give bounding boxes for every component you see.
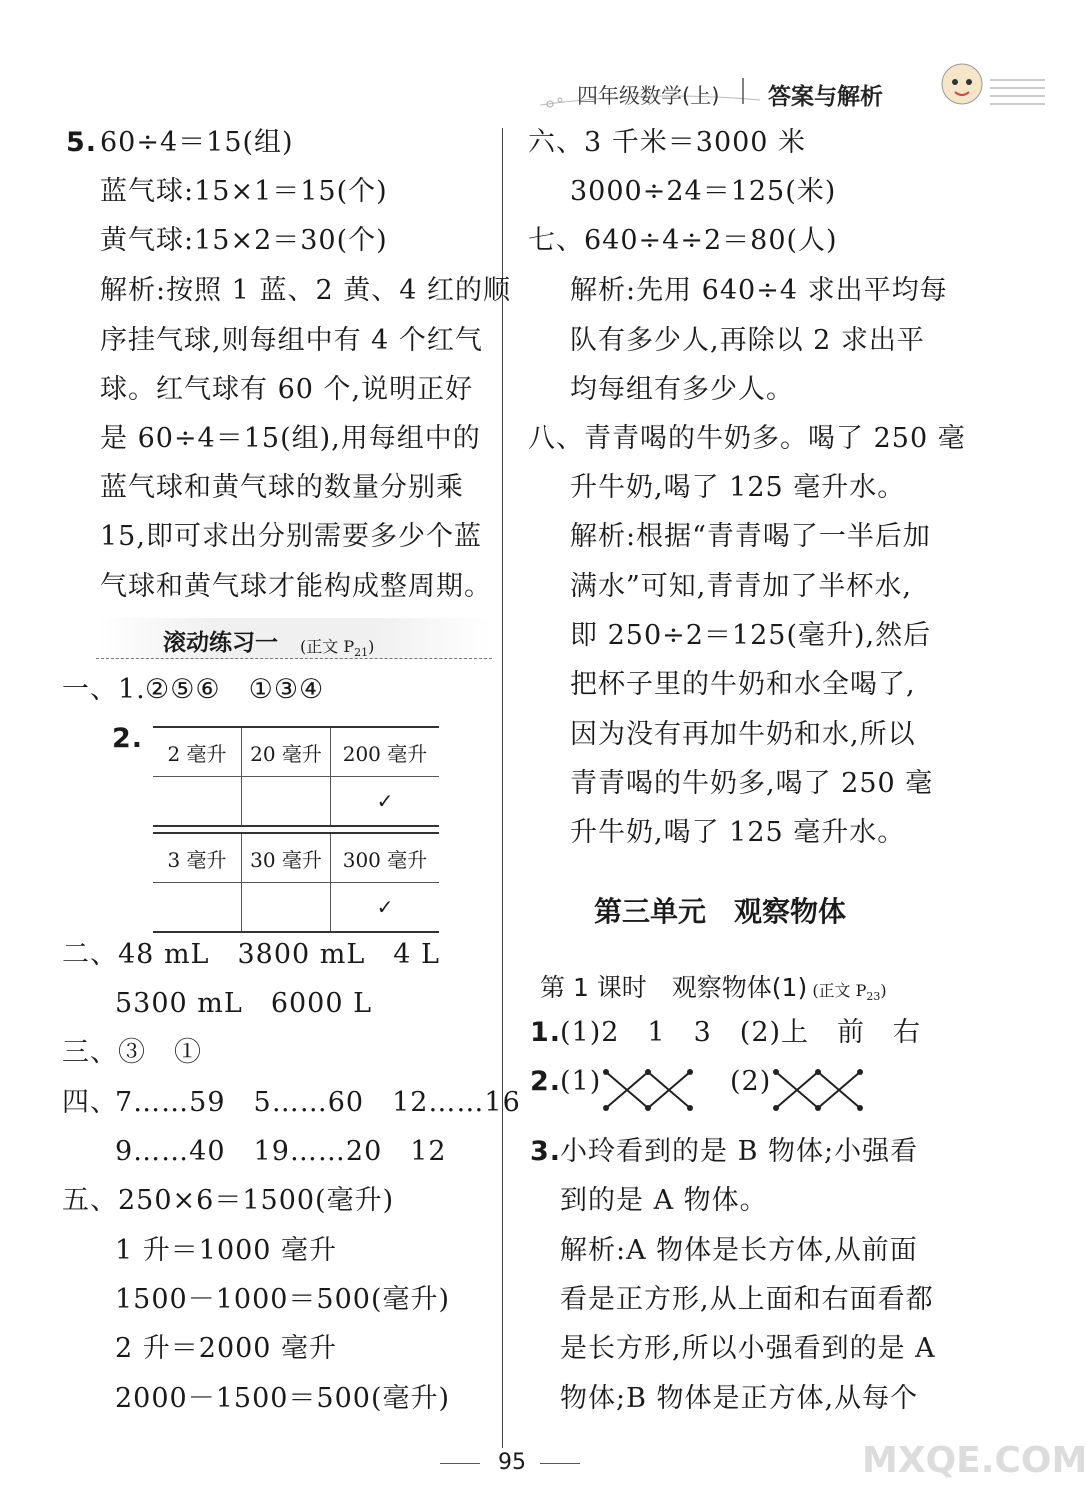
header-section: 答案与解析 (768, 84, 883, 110)
r2-part2-label: (2) (730, 1066, 772, 1097)
practice-ref-text: (正文 P (300, 637, 355, 656)
table2-check-3: ✓ (331, 883, 440, 933)
lesson-ref-end: ) (880, 981, 887, 1000)
column-divider (502, 128, 503, 1448)
q6-line2: 3000÷24＝125(米) (570, 176, 837, 207)
q8-analysis-3: 即 250÷2＝125(毫升),然后 (570, 620, 932, 651)
lesson-ref (812, 981, 887, 1004)
q8-analysis-5: 因为没有再加牛奶和水,所以 (570, 719, 916, 750)
r1-answer: (1)2 1 3 (2)上 前 右 (560, 1017, 922, 1048)
q4-line1: 7……59 5……60 12……16 (115, 1087, 521, 1118)
r2-part1-label: (1) (560, 1066, 602, 1097)
practice-ref (300, 634, 374, 659)
q1-label: 一、1. (62, 674, 146, 705)
q5-line3: 黄气球:15×2＝30(个) (100, 225, 388, 256)
q5b-line2: 1 升＝1000 毫升 (115, 1235, 338, 1266)
table2-header-3: 300 毫升 (331, 833, 440, 883)
lesson-ref-page: 23 (866, 990, 881, 1004)
r1-number: 1. (530, 1017, 562, 1048)
q5-analysis-5: 蓝气球和黄气球的数量分别乘 (100, 472, 464, 503)
q7-analysis-2: 队有多少人,再除以 2 求出平 (570, 325, 925, 356)
practice-ref-end: ) (368, 637, 375, 656)
q5-analysis-1: 解析:按照 1 蓝、2 黄、4 红的顺 (100, 275, 511, 306)
table1-check-1 (153, 777, 242, 827)
q5-analysis-2: 序挂气球,则每组中有 4 个红气 (100, 325, 483, 356)
q5-line1: 60÷4＝15(组) (100, 127, 294, 158)
q8-line2: 升牛奶,喝了 125 毫升水。 (570, 472, 906, 503)
table1-header-3: 200 毫升 (331, 727, 440, 777)
q6-line1: 六、3 千米＝3000 米 (528, 127, 807, 158)
volume-table-1 (153, 726, 439, 827)
mascot-icon (938, 58, 986, 110)
practice-ref-page: 21 (354, 646, 369, 660)
q5-analysis-6: 15,即可求出分别需要多少个蓝 (100, 521, 482, 552)
q3-answer: 三、③ ① (62, 1037, 202, 1068)
page-number-rule-left (440, 1463, 480, 1464)
q8-analysis-6: 青青喝的牛奶多,喝了 250 毫 (570, 768, 934, 799)
table1-check-2 (242, 777, 331, 827)
q2-line1: 二、48 mL 3800 mL 4 L (62, 939, 440, 970)
q7-analysis-3: 均每组有多少人。 (570, 374, 794, 405)
header-subject: 四年级数学(上) (577, 84, 720, 108)
lesson-title-row (540, 968, 887, 1004)
table1-header-2: 20 毫升 (242, 727, 331, 777)
r3-number: 3. (530, 1136, 562, 1167)
q5-number: 5. (66, 127, 98, 158)
page-number-rule-right (540, 1463, 580, 1464)
q5-analysis-4: 是 60÷4＝15(组),用每组中的 (100, 423, 481, 454)
table2-check-1 (153, 883, 242, 933)
q8-analysis-1: 解析:根据“青青喝了一半后加 (570, 521, 931, 552)
table1-header-1: 2 毫升 (153, 727, 242, 777)
r2-matching-diagram-1 (598, 1064, 698, 1116)
q8-analysis-2: 满水”可知,青青加了半杯水, (570, 571, 912, 602)
r3-analysis-2: 看是正方形,从上面和右面看都 (560, 1284, 934, 1315)
r2-number: 2. (530, 1066, 562, 1097)
table2-check-2 (242, 883, 331, 933)
q4-line2: 9……40 19……20 12 (115, 1136, 447, 1167)
table1-check-3: ✓ (331, 777, 440, 827)
q5b-line4: 2 升＝2000 毫升 (115, 1333, 338, 1364)
q1-answer: ②⑤⑥ ①③④ (145, 674, 325, 705)
r2-matching-diagram-2 (768, 1064, 868, 1116)
q7-analysis-1: 解析:先用 640÷4 求出平均每 (570, 275, 948, 306)
q5-analysis-7: 气球和黄气球才能构成整周期。 (100, 571, 492, 602)
lesson-title: 第 1 课时 观察物体(1) (540, 973, 808, 1002)
q4-label: 四、 (62, 1087, 118, 1118)
q8-analysis-7: 升牛奶,喝了 125 毫升水。 (570, 817, 906, 848)
r3-analysis-4: 物体;B 物体是正方体,从每个 (560, 1383, 919, 1414)
q5b-line5: 2000－1500＝500(毫升) (115, 1383, 451, 1414)
unit-title: 第三单元 观察物体 (594, 895, 847, 928)
page-number: 95 (498, 1450, 526, 1475)
r3-line1: 小玲看到的是 B 物体;小强看 (560, 1136, 919, 1167)
r3-analysis-1: 解析:A 物体是长方体,从前面 (560, 1235, 918, 1266)
q1-2-label: 2. (112, 723, 144, 754)
table2-header-1: 3 毫升 (153, 833, 242, 883)
r3-analysis-3: 是长方形,所以小强看到的是 A (560, 1333, 936, 1364)
q5b-line1: 五、250×6＝1500(毫升) (62, 1185, 395, 1216)
q7-line1: 七、640÷4÷2＝80(人) (528, 225, 838, 256)
q2-line2: 5300 mL 6000 L (115, 988, 373, 1019)
q8-analysis-4: 把杯子里的牛奶和水全喝了, (570, 669, 916, 700)
volume-table-2 (153, 832, 439, 933)
practice-title: 滚动练习一 (163, 630, 278, 656)
watermark: MXQE.COM (862, 1440, 1087, 1481)
table2-header-2: 30 毫升 (242, 833, 331, 883)
q5-analysis-3: 球。红气球有 60 个,说明正好 (100, 374, 474, 405)
practice-title-band (96, 618, 492, 659)
q5b-line3: 1500－1000＝500(毫升) (115, 1284, 451, 1315)
lesson-ref-text: (正文 P (812, 981, 867, 1000)
q8-line1: 八、青青喝的牛奶多。喝了 250 毫 (528, 423, 966, 454)
q5-line2: 蓝气球:15×1＝15(个) (100, 176, 388, 207)
r3-line2: 到的是 A 物体。 (560, 1185, 768, 1216)
